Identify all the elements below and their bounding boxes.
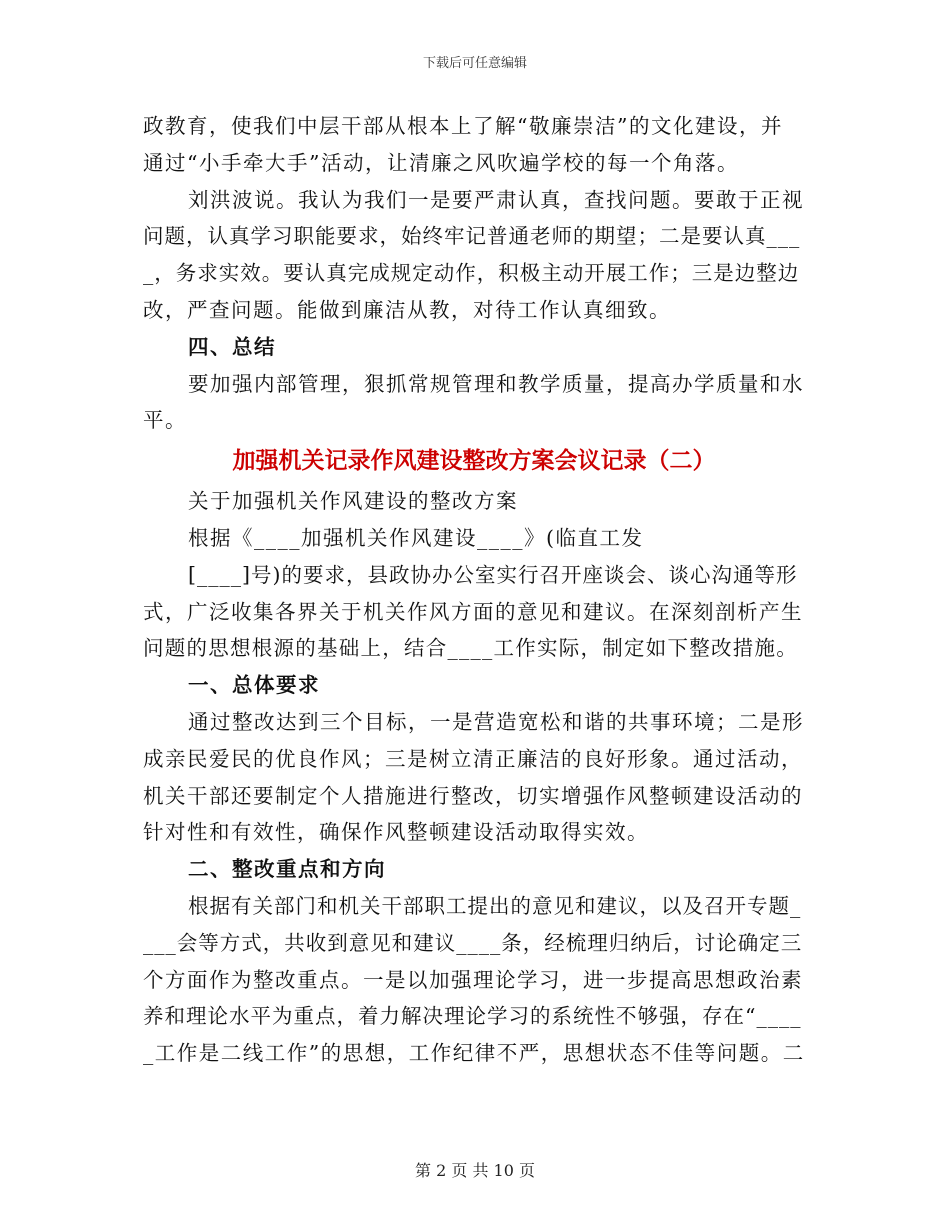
paragraph-line: 通过“小手牵大手”活动，让清廉之风吹遍学校的每一个角落。 [143, 150, 739, 175]
paragraph-line: 平。 [143, 408, 187, 433]
paragraph-line: 根据有关部门和机关干部职工提出的意见和建议，以及召开专题_ [188, 893, 802, 918]
paragraph-line: 养和理论水平为重点，着力解决理论学习的系统性不够强，存在“____ [143, 1004, 802, 1029]
section-heading: 一、总体要求 [188, 673, 320, 698]
paragraph-line: 机关干部还要制定个人措施进行整改，切实增强作风整顿建设活动的 [143, 783, 803, 808]
section-title: 加强机关记录作风建设整改方案会议记录（二） [232, 448, 716, 475]
paragraph-line: 成亲民爱民的优良作风；三是树立清正廉洁的良好形象。通过活动， [143, 746, 803, 771]
paragraph-line: ___会等方式，共收到意见和建议____条，经梳理归纳后，讨论确定三 [143, 930, 803, 955]
paragraph-line: _工作是二线工作”的思想，工作纪律不严，思想状态不佳等问题。二 [143, 1041, 805, 1066]
paragraph-line: 式，广泛收集各界关于机关作风方面的意见和建议。在深刻剖析产生 [143, 599, 803, 624]
paragraph-line: 通过整改达到三个目标，一是营造宽松和谐的共事环境；二是形 [188, 709, 804, 734]
section-heading: 四、总结 [188, 334, 276, 359]
paragraph-line: 针对性和有效性，确保作风整顿建设活动取得实效。 [143, 820, 649, 845]
paragraph-line: 刘洪波说。我认为我们一是要严肃认真，查找问题。要敢于正视 [188, 187, 804, 212]
paragraph-line: 关于加强机关作风建设的整改方案 [188, 489, 518, 514]
paragraph-line: 问题，认真学习职能要求，始终牢记普通老师的期望；二是要认真___ [143, 224, 801, 249]
paragraph-line: _，务求实效。要认真完成规定动作，积极主动开展工作；三是边整边 [143, 261, 800, 286]
section-heading: 二、整改重点和方向 [188, 857, 386, 882]
paragraph-line: 问题的思想根源的基础上，结合____工作实际，制定如下整改措施。 [143, 636, 798, 661]
page-header: 下载后可任意编辑 [422, 56, 527, 71]
paragraph-line: 改，严查问题。能做到廉洁从教，对待工作认真细致。 [143, 297, 671, 322]
paragraph-line: 个方面作为整改重点。一是以加强理论学习，进一步提高思想政治素 [143, 967, 803, 992]
paragraph-line: 根据《____加强机关作风建设____》(临直工发 [188, 525, 644, 550]
document-body [143, 108, 805, 1072]
paragraph-line: 政教育，使我们中层干部从根本上了解“敬廉崇洁”的文化建设，并 [143, 114, 783, 138]
paragraph-line: 要加强内部管理，狠抓常规管理和教学质量，提高办学质量和水 [188, 371, 804, 396]
page-footer: 第 2 页 共 10 页 [415, 1161, 535, 1180]
paragraph-line: [____]号)的要求，县政协办公室实行召开座谈会、谈心沟通等形 [188, 562, 798, 587]
